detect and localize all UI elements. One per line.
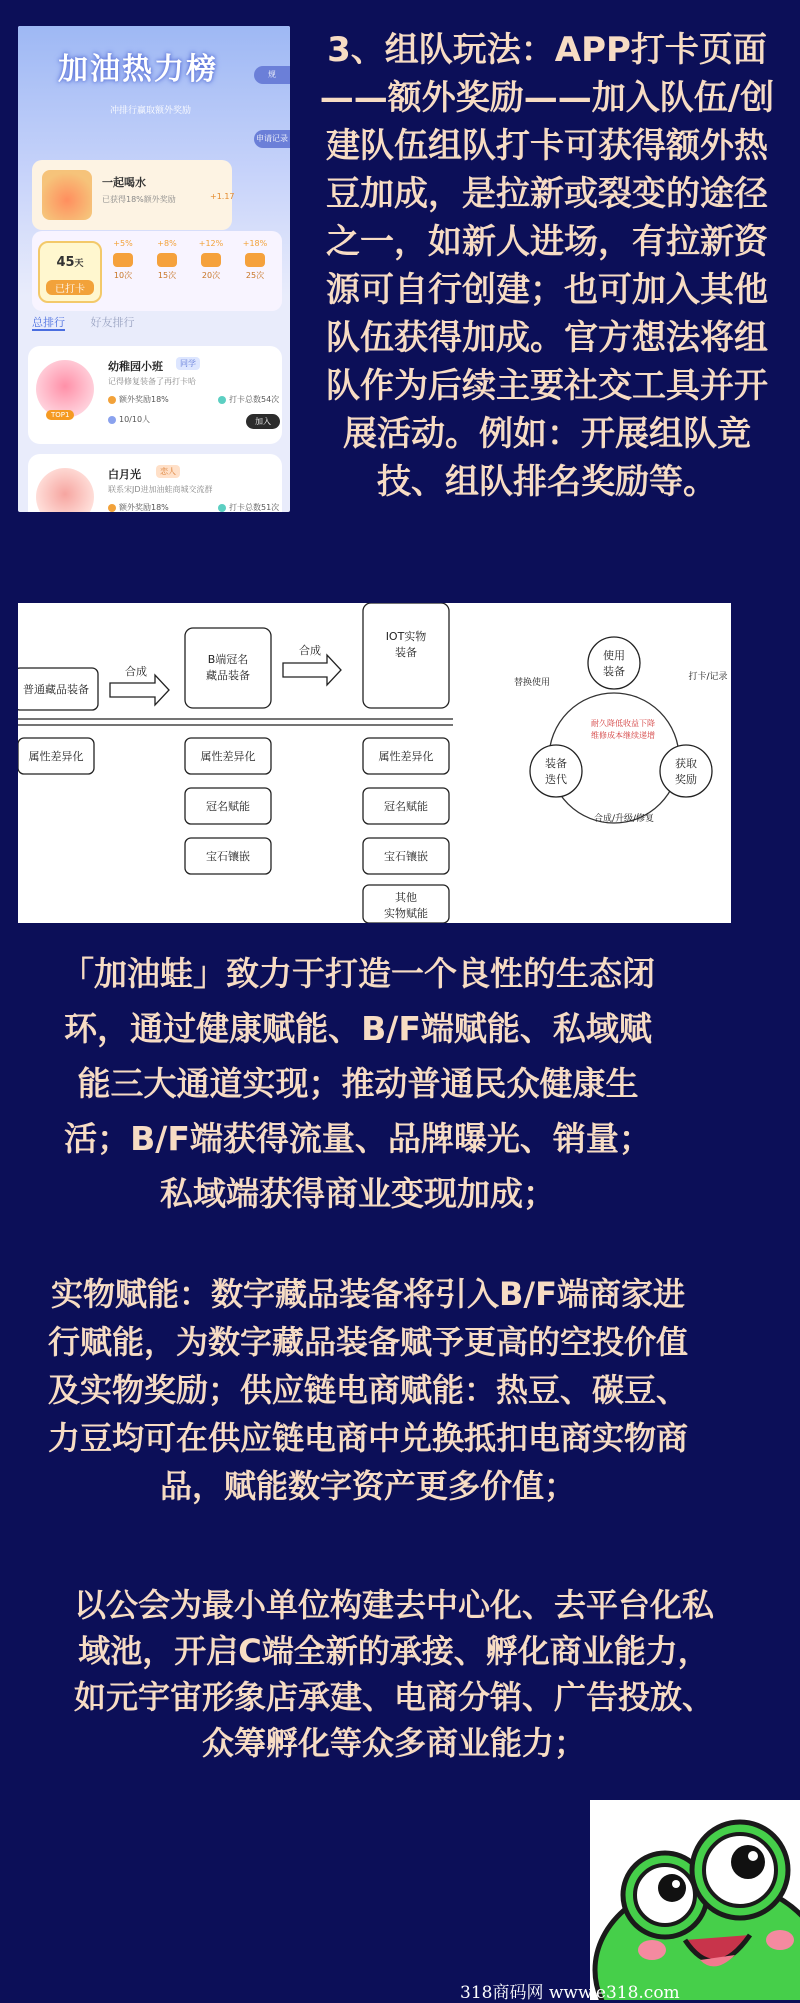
label-cycle-center-1: 耐久降低收益下降 bbox=[591, 719, 655, 728]
milestone-count: 15次 bbox=[157, 271, 177, 280]
label-cycle-replace: 替换使用 bbox=[513, 678, 551, 688]
gift-icon bbox=[42, 170, 92, 220]
label-iot-line1: IOT实物 bbox=[385, 630, 427, 643]
label-iot-line2: 装备 bbox=[395, 646, 417, 659]
label-cycle-iterate-2: 迭代 bbox=[545, 773, 567, 786]
gift-icon bbox=[245, 253, 265, 267]
milestone-count: 20次 bbox=[201, 271, 221, 280]
label-arrow-2: 合成 bbox=[299, 644, 321, 657]
milestone-bonus: +8% bbox=[157, 239, 177, 248]
milestone bbox=[194, 239, 228, 281]
frog-mascot-icon bbox=[590, 1800, 800, 2000]
checkin-total bbox=[218, 394, 279, 405]
rank-card[interactable] bbox=[28, 346, 282, 444]
guild-paragraph: 以公会为最小单位构建去中心化、去平台化私域池，开启C端全新的承接、孵化商业能力，如元宇宙形象店承建、电商分销、广告投放、众筹孵化等众多商业能力； bbox=[73, 1586, 714, 1762]
extra-reward bbox=[108, 394, 169, 405]
label-col3-other-line2: 实物赋能 bbox=[384, 907, 428, 920]
team-name: 幼稚园小班 bbox=[108, 360, 163, 373]
member-icon bbox=[108, 416, 116, 424]
streak-days-unit: 天 bbox=[74, 259, 84, 269]
checkin-status: 已打卡 bbox=[46, 280, 94, 295]
member-count-text: 10/10人 bbox=[119, 415, 151, 424]
checkin-icon bbox=[218, 396, 226, 404]
label-col3-attr: 属性差异化 bbox=[378, 750, 434, 763]
label-cycle-reward-1: 获取 bbox=[675, 757, 697, 770]
label-col2-naming: 冠名赋能 bbox=[206, 800, 250, 813]
tab-total-ranking[interactable]: 总排行 bbox=[32, 316, 65, 329]
avatar bbox=[36, 468, 94, 512]
team-card-bonus: +1.17 bbox=[210, 192, 235, 201]
milestone-count: 25次 bbox=[245, 271, 265, 280]
team-card-subtitle: 已获得18%额外奖励 bbox=[102, 195, 176, 204]
empowerment-paragraph: 实物赋能：数字藏品装备将引入B/F端商家进行赋能，为数字藏品装备赋予更高的空投价值及实物奖励；供应链电商赋能：热豆、碳豆、力豆均可在供应链电商中兑换抵扣电商实物商品，赋能数字资产更多价值； bbox=[48, 1275, 689, 1505]
gift-icon bbox=[201, 253, 221, 267]
gift-icon bbox=[157, 253, 177, 267]
checkin-total bbox=[218, 502, 279, 512]
label-cycle-iterate-1: 装备 bbox=[545, 757, 567, 770]
milestone bbox=[238, 239, 272, 281]
member-count bbox=[108, 414, 150, 425]
join-button[interactable]: 加入 bbox=[246, 414, 280, 429]
label-arrow-1: 合成 bbox=[125, 665, 147, 678]
label-cycle-reward-2: 奖励 bbox=[675, 773, 697, 786]
label-cycle-use-2: 装备 bbox=[603, 665, 625, 678]
label-cycle-checkin: 打卡/记录 bbox=[688, 672, 728, 682]
streak-days: 45 bbox=[56, 255, 75, 270]
label-col2-attr: 属性差异化 bbox=[200, 750, 256, 763]
team-card[interactable] bbox=[32, 160, 235, 230]
team-description: 联系宋JD进加油蛙商城交流群 bbox=[108, 485, 213, 494]
gift-icon bbox=[113, 253, 133, 267]
coin-icon bbox=[108, 504, 116, 512]
rank-card[interactable] bbox=[28, 454, 282, 512]
team-description: 记得修复装备了再打卡哈 bbox=[108, 377, 196, 386]
label-col3-other-line1: 其他 bbox=[395, 891, 417, 904]
label-cycle-compose: 合成/升级/修复 bbox=[593, 814, 655, 824]
coin-icon bbox=[108, 396, 116, 404]
arrow-compose-1 bbox=[110, 675, 169, 705]
ecosystem-paragraph: 「加油蛙」致力于打造一个良性的生态闭环，通过健康赋能、B/F端赋能、私域赋能三大通道实现；推动普通民众健康生活；B/F端获得流量、品牌曝光、销量；私域端获得商业变现加成； bbox=[61, 954, 655, 1213]
diagram-svg bbox=[18, 603, 731, 923]
team-card-title: 一起喝水 bbox=[102, 176, 146, 189]
label-cycle-use-1: 使用 bbox=[603, 649, 625, 662]
label-col3-gem: 宝石镶嵌 bbox=[384, 850, 428, 863]
milestone-count: 10次 bbox=[113, 271, 133, 280]
application-record-button[interactable]: 申请记录 bbox=[254, 130, 290, 148]
leaderboard-title: 加油热力榜 bbox=[58, 52, 218, 87]
team-tag: 恋人 bbox=[156, 465, 180, 478]
milestone bbox=[106, 239, 140, 281]
frog-mascot-image bbox=[590, 1800, 800, 2000]
equipment-flow-diagram bbox=[18, 603, 731, 923]
team-play-paragraph: 3、组队玩法：APP打卡页面——额外奖励——加入队伍/创建队伍组队打卡可获得额外热豆加成，是拉新或裂变的途径之一，如新人进场，有拉新资源可自行创建；也可加入其他队伍获得加成。官方想法将组队作为后续主要社交工具并开展活动。例如：开展组队竞技、组队排名奖励等。 bbox=[319, 30, 775, 502]
tab-friend-ranking[interactable]: 好友排行 bbox=[90, 316, 135, 329]
label-b-equipment-line2: 藏品装备 bbox=[206, 669, 250, 682]
leaderboard-subtitle: 冲排行赢取额外奖励 bbox=[110, 106, 192, 116]
checkin-icon bbox=[218, 504, 226, 512]
streak-counter bbox=[38, 241, 102, 303]
team-tag: 同学 bbox=[176, 357, 200, 370]
checkin-streak bbox=[32, 231, 282, 311]
watermark: 318商码网 www.e318.com bbox=[460, 1983, 680, 2003]
box-b-equipment bbox=[185, 628, 271, 708]
label-col3-naming: 冠名赋能 bbox=[384, 800, 428, 813]
checkin-total-text: 打卡总数54次 bbox=[229, 395, 280, 404]
extra-reward-text: 额外奖励18% bbox=[119, 395, 169, 404]
label-cycle-center-2: 维修成本继续递增 bbox=[591, 731, 655, 740]
extra-reward bbox=[108, 502, 169, 512]
label-b-equipment-line1: B端冠名 bbox=[207, 653, 249, 666]
rules-button[interactable]: 规 bbox=[254, 66, 290, 84]
label-common-equipment: 普通藏品装备 bbox=[23, 683, 89, 696]
label-col2-gem: 宝石镶嵌 bbox=[206, 850, 250, 863]
ranking-tabs bbox=[32, 314, 157, 330]
arrow-compose-2 bbox=[283, 655, 341, 685]
app-screenshot bbox=[18, 26, 290, 512]
milestone-bonus: +12% bbox=[198, 239, 224, 248]
rank-badge: TOP1 bbox=[46, 410, 74, 420]
label-col1-attr: 属性差异化 bbox=[28, 750, 84, 763]
checkin-total-text: 打卡总数51次 bbox=[229, 503, 280, 512]
milestone-bonus: +5% bbox=[113, 239, 133, 248]
milestone bbox=[150, 239, 184, 281]
team-name: 白月光 bbox=[108, 468, 141, 481]
extra-reward-text: 额外奖励18% bbox=[119, 503, 169, 512]
milestone-bonus: +18% bbox=[242, 239, 268, 248]
